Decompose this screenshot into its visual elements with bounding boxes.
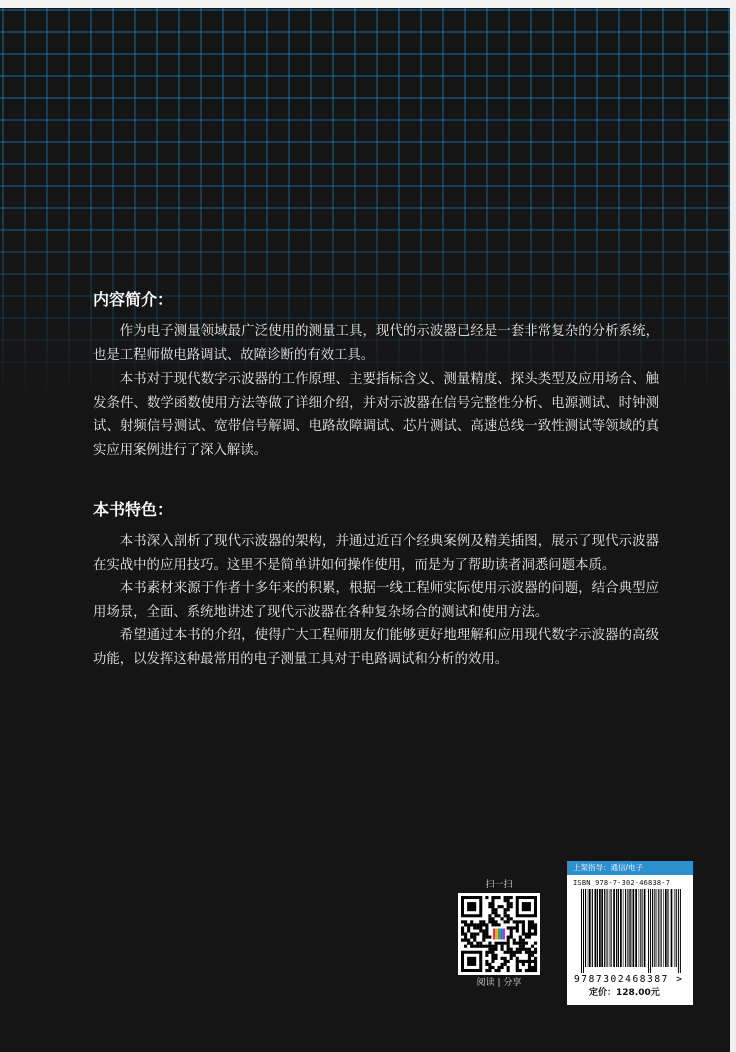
qr-code-panel [458, 877, 540, 989]
qr-code-icon[interactable] [458, 893, 540, 975]
barcode-panel [567, 861, 693, 1005]
isbn-text: ISBN 978-7-302-46838-7 [573, 879, 671, 887]
qr-top-label: 扫一扫 [485, 880, 513, 890]
barcode-digits: 9787302468387 > [574, 974, 682, 985]
features-paragraph-1: 本书深入剖析了现代示波器的架构，并通过近百个经典案例及精美插图，展示了现代示波器在实战中的应用技巧。这里不是简单讲如何操作使用，而是为了帮助读者洞悉问题本质。 [93, 534, 659, 573]
price-text: 定价：128.00元 [589, 988, 660, 998]
features-paragraph-3: 希望通过本书的介绍，使得广大工程师朋友们能够更好地理解和应用现代数字示波器的高级功能，以发挥这种最常用的电子测量工具对于电路调试和分析的效用。 [93, 628, 659, 667]
features-title: 本书特色： [93, 500, 174, 519]
intro-paragraph-1: 作为电子测量领域最广泛使用的测量工具，现代的示波器已经是一套非常复杂的分析系统，也是工程师做电路调试、故障诊断的有效工具。 [93, 324, 659, 363]
intro-title: 内容简介： [93, 290, 174, 309]
right-edge [730, 0, 736, 1052]
top-edge [0, 0, 736, 8]
qr-bottom-label: 阅读 | 分享 [476, 978, 522, 988]
category-label: 上架指导：通信/电子 [567, 861, 693, 875]
barcode-icon [572, 889, 688, 985]
features-paragraph-2: 本书素材来源于作者十多年来的积累，根据一线工程师实际使用示波器的问题，结合典型应用场景，全面、系统地讲述了现代示波器在各种复杂场合的测试和使用方法。 [93, 581, 659, 620]
intro-paragraph-2: 本书对于现代数字示波器的工作原理、主要指标含义、测量精度、探头类型及应用场合、触发条件、数学函数使用方法等做了详细介绍，并对示波器在信号完整性分析、电源测试、时钟测试、射频信号测试、宽带信号解调、电路故障调试、芯片测试、高速总线一致性测试等领域的真实应用案例进行了深入解读。 [93, 372, 659, 458]
